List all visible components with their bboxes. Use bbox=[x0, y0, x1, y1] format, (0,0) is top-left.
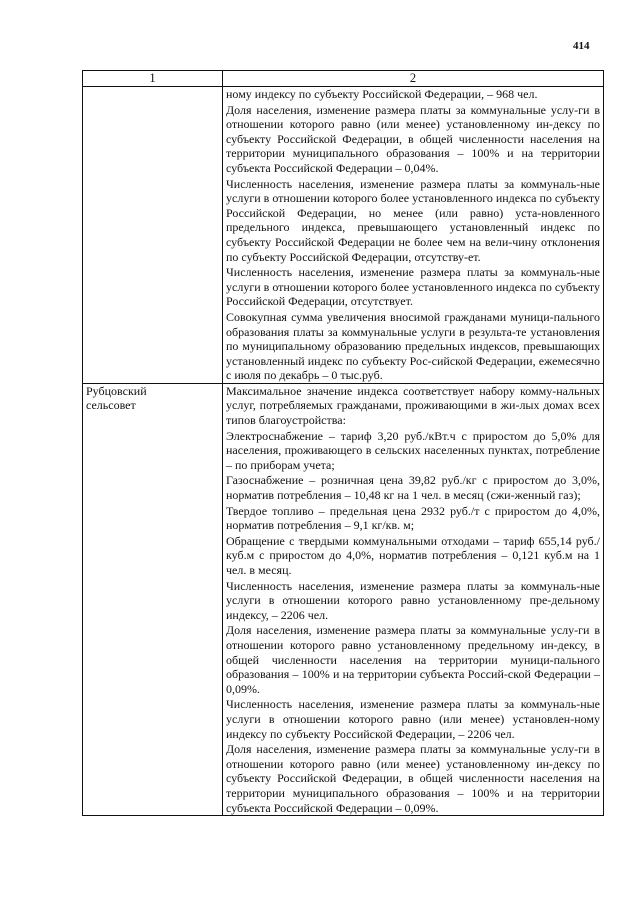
municipality-type: сельсовет bbox=[86, 398, 136, 413]
column-header: 2 bbox=[223, 71, 604, 87]
paragraph: Численность населения, изменение размера платы за коммуналь-ные услуги в отношении которого более установленного индекса по субъекту Российской Федерации, отсутствует. bbox=[226, 265, 600, 309]
column-header: 1 bbox=[83, 71, 223, 87]
paragraph: Доля населения, изменение размера платы за коммунальные услу-ги в отношении которого равно (или менее) установленному ин-дексу по субъекту Российской Федерации, в общей численности населения на территории муниципального образования – 100% и на территории субъекта Российской Федерации – 0,04%. bbox=[226, 102, 600, 175]
municipality-cell bbox=[83, 87, 223, 384]
paragraph: Доля населения, изменение размера платы за коммунальные услу-ги в отношении которого равно (или менее) установленному ин-дексу по субъекту Российской Федерации, в общей численности населения на территории муниципального образования – 100% и на территории субъекта Российской Федерации – 0,09%. bbox=[226, 742, 600, 815]
paragraph: Численность населения, изменение размера платы за коммуналь-ные услуги в отношении которого равно установленному пре-дельному индексу, – 2206 чел. bbox=[226, 578, 600, 622]
paragraph: Численность населения, изменение размера платы за коммуналь-ные услуги в отношении которого равно (или менее) установлен-ному индексу по субъекту Российской Федерации, – 2206 чел. bbox=[226, 697, 600, 741]
page-number: 414 bbox=[573, 40, 590, 52]
table-header-row bbox=[83, 71, 604, 87]
paragraph: Газоснабжение – розничная цена 39,82 руб./кг с приростом до 3,0%, норматив потребления – 10,48 кг на 1 чел. в месяц (сжи-женный газ); bbox=[226, 473, 600, 503]
paragraph: Численность населения, изменение размера платы за коммуналь-ные услуги в отношении которого более установленного индекса по субъекту Российской Федерации, но менее (или равно) уста-новленного предельного индекса, превышающего установленный индекс по субъекту Российской Федерации не более чем на вели-чину отклонения по субъекту Российской Федерации, отсутству-ет. bbox=[226, 176, 600, 264]
table-row bbox=[83, 383, 604, 815]
paragraph: Доля населения, изменение размера платы за коммунальные услу-ги в отношении которого равно установленному предельному ин-дексу, в общей численности населения на территории муници-пального образования – 100% и на территории субъекта Россий-ской Федерации – 0,09%. bbox=[226, 623, 600, 696]
description-cell bbox=[223, 87, 604, 384]
paragraph: Твердое топливо – предельная цена 2932 руб./т с приростом до 4,0%, норматив потребления – 9,1 кг/кв. м; bbox=[226, 503, 600, 533]
paragraph: Электроснабжение – тариф 3,20 руб./кВт.ч с приростом до 5,0% для населения, проживающего в сельских населенных пунктах, потребление – по приборам учета; bbox=[226, 428, 600, 472]
paragraph: ному индексу по субъекту Российской Федерации, – 968 чел. bbox=[226, 87, 538, 101]
municipality-cell bbox=[83, 383, 223, 815]
paragraph: Максимальное значение индекса соответствует набору комму-нальных услуг, потребляемых гражданами, проживающими в жи-лых домах всех типов благоустройства: bbox=[226, 383, 600, 428]
table-row bbox=[83, 87, 604, 384]
description-cell bbox=[223, 383, 604, 815]
paragraph: Обращение с твердыми коммунальными отходами – тариф 655,14 руб./куб.м с приростом до 4,0%, норматив потребления – 0,121 куб.м на 1 чел. в месяц. bbox=[226, 533, 600, 577]
data-table bbox=[82, 70, 604, 816]
municipality-name: Рубцовский bbox=[86, 383, 147, 398]
paragraph: Совокупная сумма увеличения вносимой гражданами муници-пального образования платы за коммунальные услуги в результа-те установления по муниципальному образованию предельных индексов, превышающих установленный индекс по субъекту Рос-сийской Федерации, ежемесячно с июля по декабрь – 0 тыс.руб. bbox=[226, 309, 600, 383]
